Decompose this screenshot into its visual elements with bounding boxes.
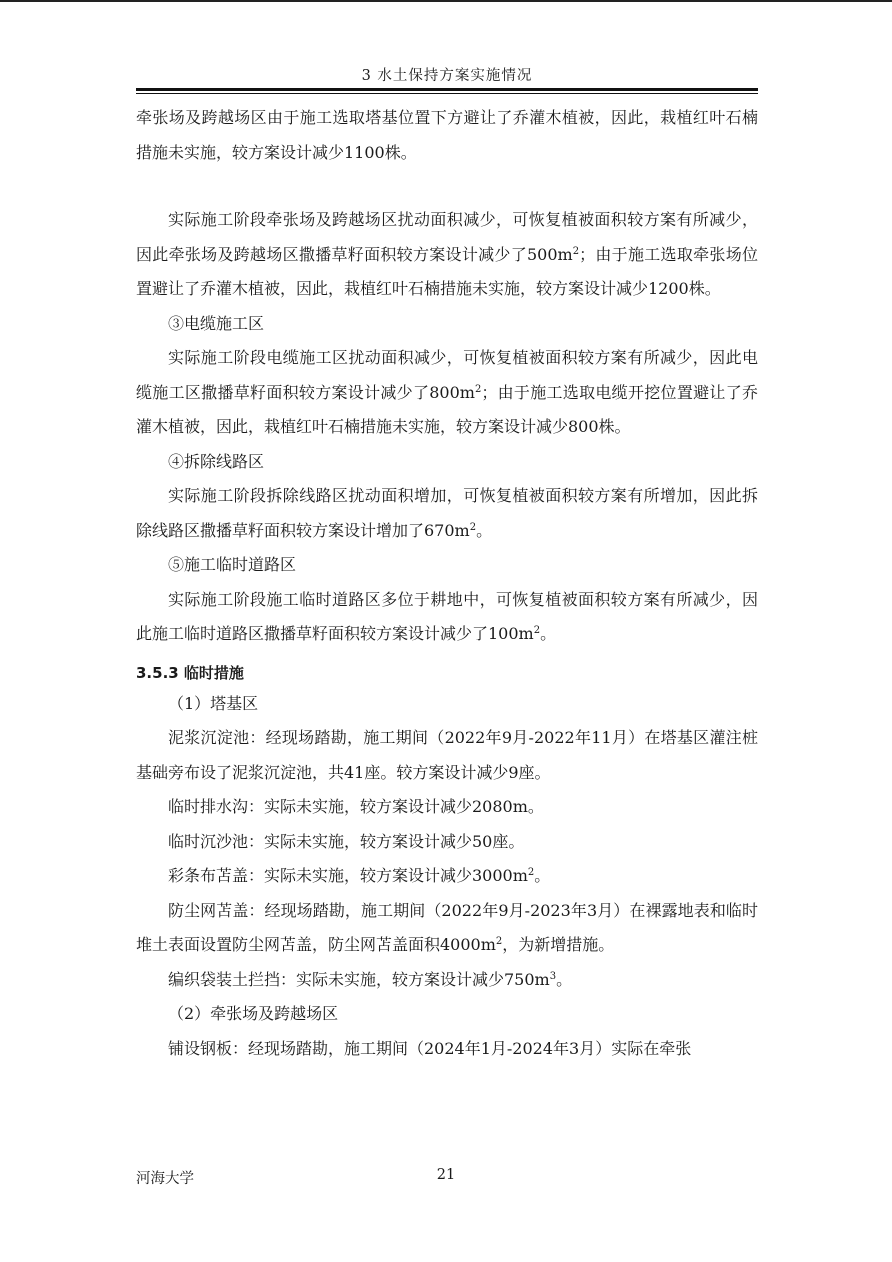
section-heading: 3.5.3 临时措施 [136, 663, 244, 682]
paragraph: 铺设钢板：经现场踏勘，施工期间（2024年1月-2024年3月）实际在牵张 [168, 1038, 692, 1058]
paragraph: 实际施工阶段电缆施工区扰动面积减少，可恢复植被面积较方案有所减少，因此电缆施工区撒播草籽面积较方案设计减少了$800m^2$；由于施工选取电缆开挖位置避让了乔灌木植被，因此，栽植红叶石楠措施未实施，较方案设计减少800株。 [136, 348, 758, 436]
footer-institution: 河海大学 [136, 1171, 194, 1187]
paragraph: 泥浆沉淀池：经现场踏勘，施工期间（2022年9月-2022年11月）在塔基区灌注桩基础旁布设了泥浆沉淀池，共41座。较方案设计减少9座。 [136, 728, 758, 782]
paragraph: 实际施工阶段牵张场及跨越场区扰动面积减少，可恢复植被面积较方案有所减少，因此牵张场及跨越场区撒播草籽面积较方案设计减少了$500m^2$；由于施工选取牵张场位置避让了乔灌木植被，因此，栽植红叶石楠措施未实施，较方案设计减少1200株。 [136, 210, 758, 298]
paragraph: 防尘网苫盖：经现场踏勘，施工期间（2022年9月-2023年3月）在裸露地表和临时堆土表面设置防尘网苫盖，防尘网苫盖面积$4000m^2$，为新增措施。 [136, 900, 758, 954]
paragraph: 牵张场及跨越场区由于施工选取塔基位置下方避让了乔灌木植被，因此，栽植红叶石楠措施未实施，较方案设计减少1100株。 [136, 108, 758, 162]
paragraph: 彩条布苫盖：实际未实施，较方案设计减少$3000m^2$。 [168, 866, 551, 885]
page-number: 21 [436, 1167, 456, 1183]
paragraph: 实际施工阶段施工临时道路区多位于耕地中，可恢复植被面积较方案有所减少，因此施工临时道路区撒播草籽面积较方案设计减少了$100m^2$。 [136, 589, 758, 643]
paragraph: 实际施工阶段拆除线路区扰动面积增加，可恢复植被面积较方案有所增加，因此拆除线路区撒播草籽面积较方案设计增加了$670m^2$。 [136, 486, 758, 540]
subsection-label: ⑤施工临时道路区 [168, 555, 297, 574]
subsection-label: （1）塔基区 [168, 693, 259, 713]
header-rule-thin [136, 93, 758, 94]
paragraph: 临时沉沙池：实际未实施，较方案设计减少50座。 [168, 831, 525, 851]
paragraph: 编织袋装土拦挡：实际未实施，较方案设计减少$750m^3$。 [168, 969, 573, 989]
subsection-label: ③电缆施工区 [168, 313, 265, 333]
paragraph: 临时排水沟：实际未实施，较方案设计减少2080m。 [168, 797, 544, 816]
running-header: 3 水土保持方案实施情况 [361, 68, 533, 84]
subsection-label: ④拆除线路区 [168, 451, 265, 471]
header-rule-thick [136, 88, 758, 91]
subsection-label: （2）牵张场及跨越场区 [168, 1004, 339, 1023]
blank-line [136, 170, 758, 203]
body-text [136, 101, 758, 1066]
page-top-border [0, 0, 892, 2]
